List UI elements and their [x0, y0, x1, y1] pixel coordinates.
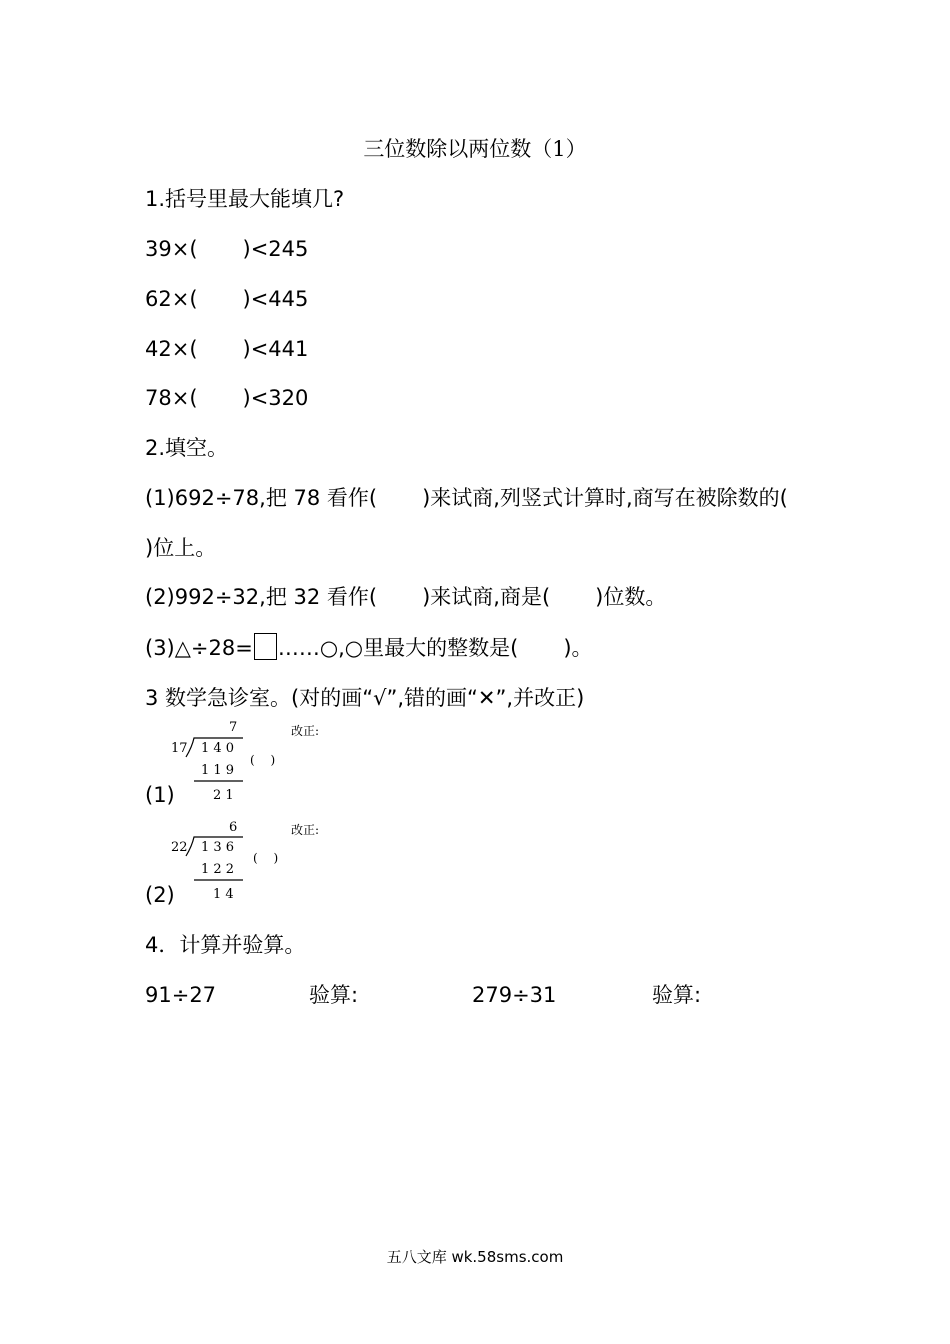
- q4-check-1: 验算:: [309, 983, 359, 1007]
- footer-watermark: 五八文库 wk.58sms.com: [386, 1248, 564, 1266]
- q2-part-1-line-1: (1)692÷78,把 78 看作( )来试商,列竖式计算时,商写在被除数的(: [145, 486, 788, 510]
- problem-label: (1): [145, 783, 175, 807]
- dividend: 1 3 6: [201, 840, 235, 855]
- remainder: 1 4: [213, 887, 234, 902]
- q1-item-3: 42×( )<441: [145, 337, 309, 361]
- q1-item-4: 78×( )<320: [145, 386, 309, 410]
- q2-part-2: (2)992÷32,把 32 看作( )来试商,商是( )位数。: [145, 585, 667, 609]
- q2-part-3: (3)△÷28= ……○,○里最大的整数是( )。: [145, 633, 593, 663]
- divisor: 22: [171, 840, 188, 855]
- judge-paren: ( ): [250, 753, 276, 767]
- q2-part-1-line-2: )位上。: [145, 536, 217, 560]
- problem-label: (2): [145, 883, 175, 907]
- q4-heading: 4．计算并验算。: [145, 933, 306, 957]
- product: 1 2 2: [201, 862, 235, 877]
- q4-check-2: 验算:: [652, 983, 702, 1007]
- dividend: 1 4 0: [201, 741, 235, 756]
- page-title: 三位数除以两位数（1）: [363, 137, 587, 161]
- fix-label: 改正:: [291, 724, 320, 738]
- product: 1 1 9: [201, 763, 235, 778]
- q2-heading: 2.填空。: [145, 436, 229, 460]
- divisor: 17: [171, 741, 188, 756]
- q1-item-1: 39×( )<245: [145, 237, 309, 261]
- fix-label: 改正:: [291, 823, 320, 837]
- quotient: 7: [229, 720, 238, 735]
- q1-heading: 1.括号里最大能填几?: [145, 187, 345, 211]
- remainder: 2 1: [213, 788, 234, 803]
- q4-expr-1: 91÷27: [145, 983, 217, 1007]
- q1-item-2: 62×( )<445: [145, 287, 309, 311]
- quotient: 6: [229, 820, 238, 835]
- q3-heading: 3 数学急诊室。(对的画“√”,错的画“✕”,并改正): [145, 686, 585, 710]
- judge-paren: ( ): [253, 851, 279, 865]
- q4-expr-2: 279÷31: [472, 983, 557, 1007]
